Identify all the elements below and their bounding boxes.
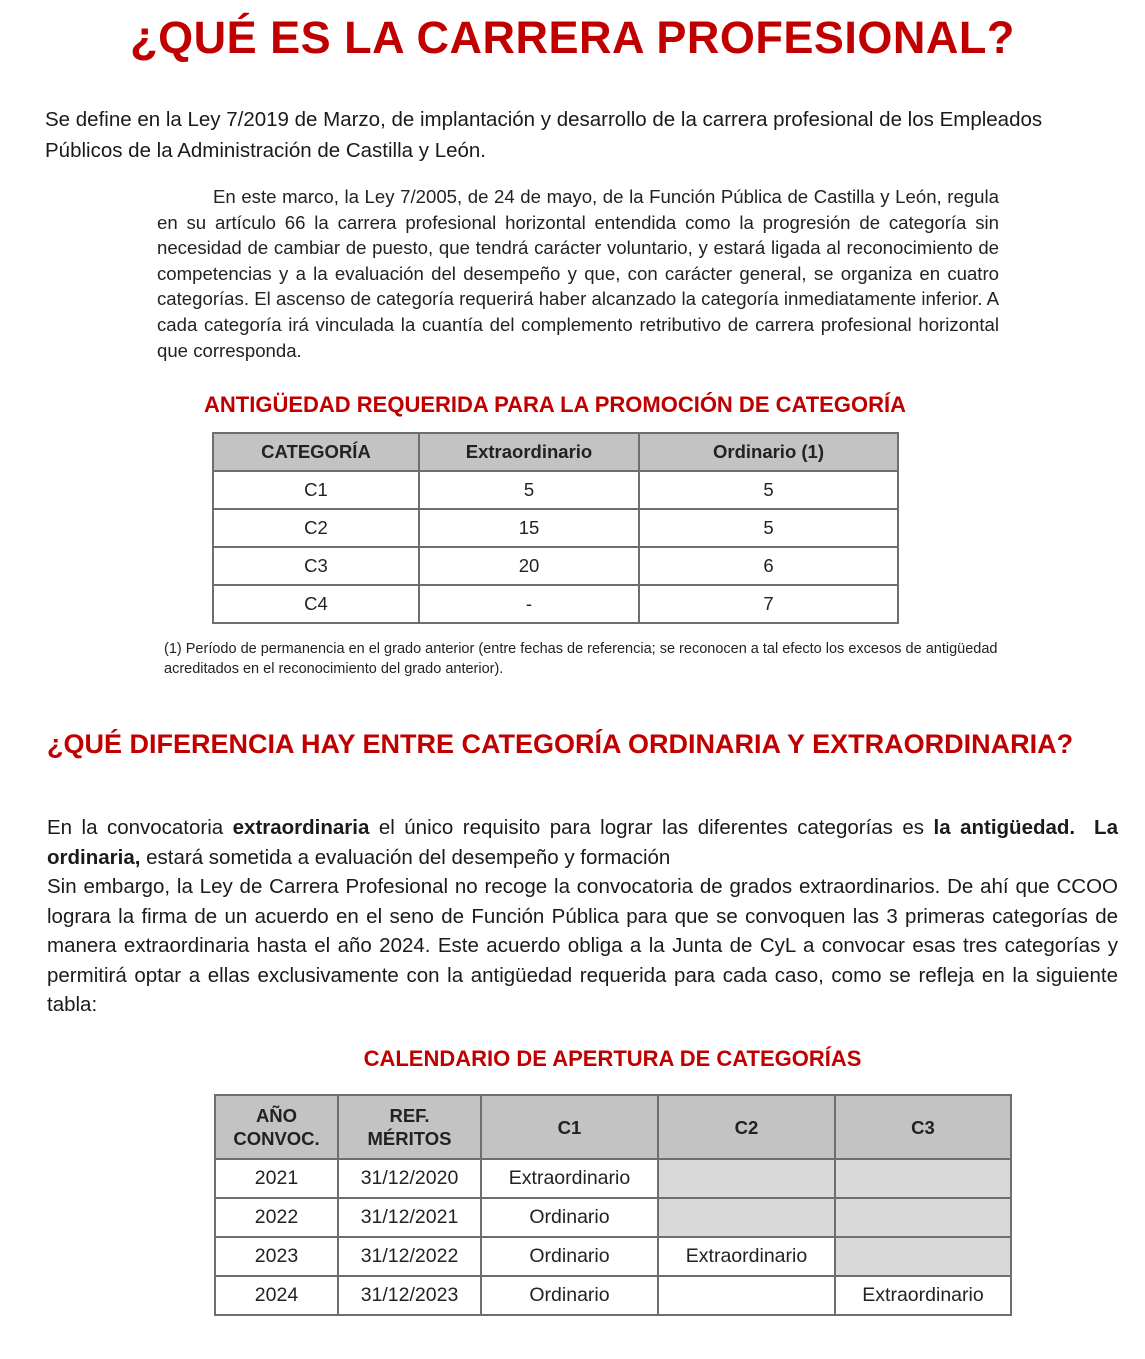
col-header-c3: C3 [835,1095,1011,1159]
header-line: AÑO [255,1105,298,1126]
cell-c3: Extraordinario [835,1276,1011,1315]
header-line: REF. [389,1105,430,1126]
cell-c2 [658,1159,835,1198]
cell-c1: Ordinario [481,1198,658,1237]
section2-paragraph2: Sin embargo, la Ley de Carrera Profesional no recoge la convocatoria de grados extraordinarios. De ahí que CCOO lograra la firma de un acuerdo en el seno de Función Pública para que se convoquen las 3 primeras categorías de manera extraordinaria hasta el año 2024. Este acuerdo obliga a la Junta de CyL a convocar esas tres categorías y permitirá optar a ellas exclusivamente con la antigüedad requerida para cada caso, como se refleja en la siguiente tabla: [47,875,1118,1016]
cell-year: 2024 [215,1276,338,1315]
intro-paragraph: Se define en la Ley 7/2019 de Marzo, de implantación y desarrollo de la carrera profesional de los Empleados Públicos de la Administración de Castilla y León. [45,108,1043,162]
cell-extraordinary: 5 [419,471,639,509]
cell-category: C2 [213,509,419,547]
cell-category: C1 [213,471,419,509]
table-row [215,1237,1011,1276]
bold-term-extraordinary: extraordinaria [232,816,370,839]
table1-footnote: (1) Período de permanencia en el grado anterior (entre fechas de referencia; se reconocen a tal efecto los excesos de antigüedad acreditados en el reconocimiento del grado anterior). [164,641,998,677]
col-header-ref-merits [338,1095,481,1159]
table-row [213,585,898,623]
cell-extraordinary: 15 [419,509,639,547]
header-line: MÉRITOS [367,1128,452,1149]
cell-year: 2022 [215,1198,338,1237]
cell-ref-date: 31/12/2022 [338,1237,481,1276]
cell-ordinary: 6 [639,547,898,585]
cell-ref-date: 31/12/2021 [338,1198,481,1237]
cell-c3 [835,1237,1011,1276]
section2-paragraph1 [47,813,1118,872]
table-row [215,1159,1011,1198]
col-header-c1: C1 [481,1095,658,1159]
col-header-c2: C2 [658,1095,835,1159]
table-header-row [215,1095,1011,1159]
cell-extraordinary: 20 [419,547,639,585]
bold-term-seniority: la antigüedad. [933,816,1076,839]
table2-title: CALENDARIO DE APERTURA DE CATEGORÍAS [363,1046,862,1071]
cell-ref-date: 31/12/2023 [338,1276,481,1315]
text-run: el único requisito para lograr las diferentes categorías es [369,816,934,839]
section2-body [47,813,1118,1020]
cell-year: 2021 [215,1159,338,1198]
text-run: En la convocatoria [47,816,233,839]
cell-category: C4 [213,585,419,623]
cell-c2: Extraordinario [658,1237,835,1276]
text-run: estará sometida a evaluación del desempeño y formación [140,845,671,869]
table-header-row [213,433,898,471]
section2-title: ¿QUÉ DIFERENCIA HAY ENTRE CATEGORÍA ORDINARIA Y EXTRAORDINARIA? [47,729,1074,759]
cell-year: 2023 [215,1237,338,1276]
table1-title: ANTIGÜEDAD REQUERIDA PARA LA PROMOCIÓN DE CATEGORÍA [204,392,906,417]
cell-category: C3 [213,547,419,585]
cell-ordinary: 5 [639,471,898,509]
table-row [213,509,898,547]
table-row [213,547,898,585]
cell-ordinary: 7 [639,585,898,623]
page-title: ¿QUÉ ES LA CARRERA PROFESIONAL? [130,12,1015,63]
header-line: CONVOC. [233,1128,320,1149]
bold-term-ordinary: La ordinaria, [47,816,1118,869]
cell-c1: Ordinario [481,1237,658,1276]
calendar-table [214,1094,1012,1316]
text-run [1075,816,1094,839]
col-header-extraordinary: Extraordinario [419,433,639,471]
cell-c3 [835,1198,1011,1237]
col-header-category: CATEGORÍA [213,433,419,471]
cell-c2 [658,1276,835,1315]
cell-c1: Extraordinario [481,1159,658,1198]
cell-extraordinary: - [419,585,639,623]
table-row [215,1198,1011,1237]
cell-c1: Ordinario [481,1276,658,1315]
table-row [213,471,898,509]
col-header-ordinary: Ordinario (1) [639,433,898,471]
law-quote: En este marco, la Ley 7/2005, de 24 de mayo, de la Función Pública de Castilla y León, regula en su artículo 66 la carrera profesional horizontal entendida como la progresión de categoría sin necesidad de cambiar de puesto, que tendrá carácter voluntario, y estará ligada al reconocimiento de competencias y a la evaluación del desempeño y que, con carácter general, se organiza en cuatro categorías. El ascenso de categoría requerirá haber alcanzado la categoría inmediatamente inferior. A cada categoría irá vinculada la cuantía del complemento retributivo de carrera profesional horizontal que corresponda. [157,186,999,361]
cell-c2 [658,1198,835,1237]
table-row [215,1276,1011,1315]
cell-ref-date: 31/12/2020 [338,1159,481,1198]
seniority-table [212,432,899,624]
cell-c3 [835,1159,1011,1198]
col-header-year [215,1095,338,1159]
cell-ordinary: 5 [639,509,898,547]
